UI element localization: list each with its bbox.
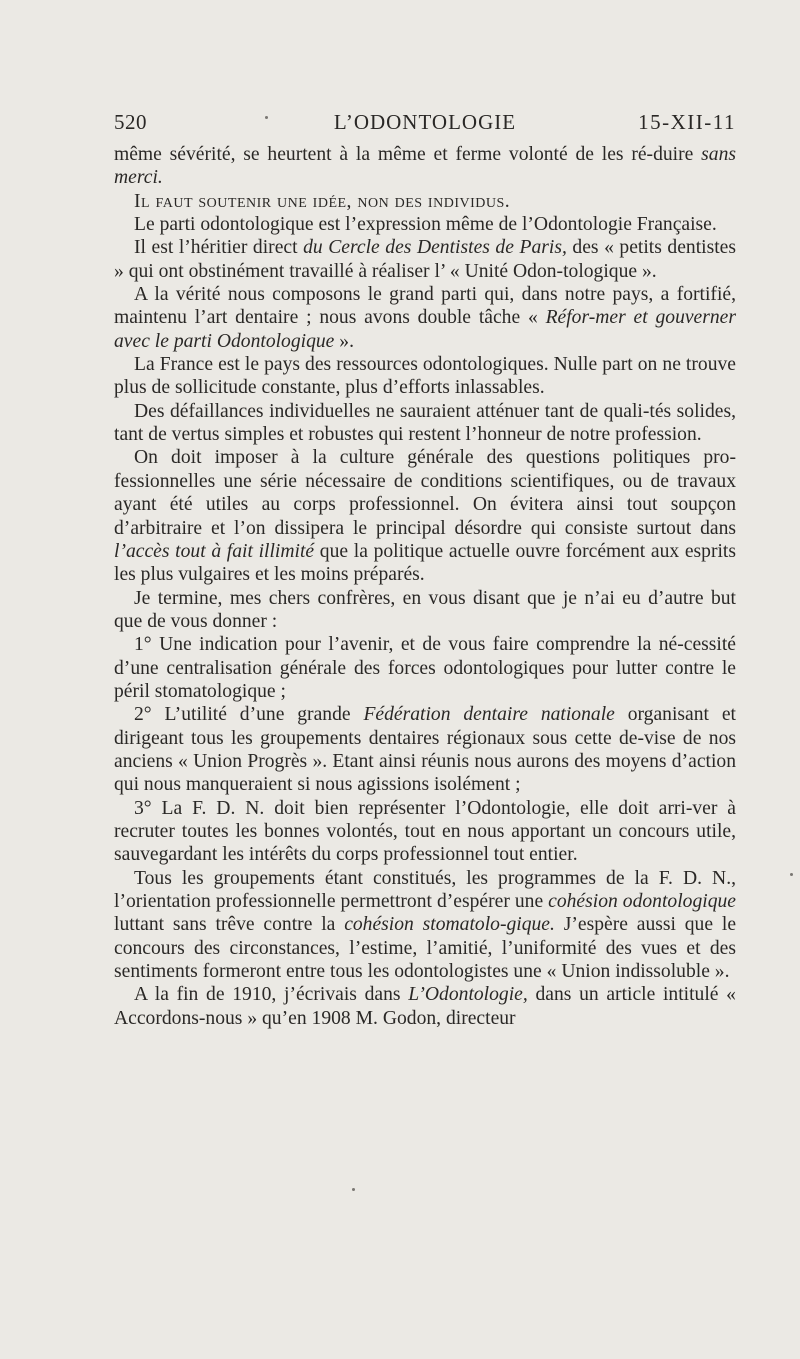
- paragraph: 1° Une indication pour l’avenir, et de vous faire comprendre la né-cessité d’une centralisation générale des forces odontologiques pour lutter contre le péril stomatologique ;: [114, 634, 736, 702]
- text-run: Il est l’héritier direct: [134, 237, 304, 259]
- journal-title: L’ODONTOLOGIE: [333, 110, 517, 134]
- text-run: 2° L’utilité d’une grande: [134, 704, 364, 726]
- text-run: J’espère aussi que le concours des circonstances, l’estime, l’amitié, l’uniformité des vues et des sentiments formeront entre tous les odontologistes une « Union indissoluble ».: [114, 914, 737, 983]
- italic-run: du Cercle des Dentistes de Paris,: [303, 237, 567, 259]
- paragraph: Je termine, mes chers confrères, en vous disant que je n’ai eu d’autre but que de vous donner :: [114, 587, 736, 632]
- text-run: ».: [334, 330, 354, 352]
- paper-speck: [790, 873, 793, 876]
- text-run: Tous les groupements étant constitués, les programmes de la F. D. N., l’orientation professionnelle permettront d’espérer une: [114, 867, 736, 912]
- body-text: [114, 143, 736, 1030]
- italic-run: l’accès tout à fait illimité: [114, 540, 315, 562]
- paragraph: [114, 446, 736, 586]
- paper-speck: [352, 1188, 355, 1191]
- paragraph: [114, 236, 736, 283]
- italic-run: sans merci.: [114, 144, 736, 189]
- text-run: même sévérité, se heurtent à la même et ferme volonté de les ré-duire: [114, 144, 702, 165]
- paragraph: [114, 867, 736, 984]
- text-run: luttant sans trêve contre la: [114, 914, 345, 936]
- italic-run: cohésion stomatolo-gique.: [344, 914, 555, 936]
- paragraph: [114, 983, 736, 1030]
- paragraph: Le parti odontologique est l’expression même de l’Odontologie Française.: [134, 214, 717, 236]
- italic-run: Fédération dentaire nationale: [363, 704, 615, 726]
- paragraph: Des défaillances individuelles ne sauraient atténuer tant de quali-tés solides, tant de vertus simples et robustes qui restent l’honneur de notre profession.: [114, 400, 736, 446]
- italic-run: L’Odontologie,: [408, 984, 528, 1006]
- text-run: On doit imposer à la culture générale des questions politiques pro-fessionnelles une série nécessaire de conditions scientifiques, ou de travaux ayant été utiles au corps professionnel. On évitera ainsi tout soupçon d’arbitraire et l’on dissipera le principal désordre qui consiste surtout dans: [114, 447, 736, 539]
- paragraph: [114, 190, 736, 213]
- italic-run: cohésion odontologique: [548, 891, 736, 912]
- text-run: que la politique actuelle ouvre forcément aux esprits les plus vulgaires et les moins préparés.: [114, 540, 736, 586]
- paragraph: [114, 283, 736, 353]
- paragraph: [114, 703, 736, 796]
- paper-speck: [265, 116, 268, 119]
- text-run: organisant et dirigeant tous les groupements dentaires régionaux sous cette de-vise de nos anciens « Union Progrès ». Etant ainsi réunis nous aurons des moyens d’action qui nous manqueraient si nous agissions isolément ;: [114, 704, 736, 796]
- page-number: 520: [114, 110, 147, 134]
- text-run: dans un article intitulé « Accordons-nous » qu’en 1908 M. Godon, directeur: [114, 984, 736, 1029]
- issue-date: 15-XII-11: [638, 110, 736, 134]
- running-header: [114, 110, 736, 140]
- small-caps-heading: Il faut soutenir une idée, non des individus.: [134, 190, 511, 212]
- text-run: A la vérité nous composons le grand parti qui, dans notre pays, a fortifié, maintenu l’art dentaire ; nous avons double tâche «: [114, 284, 736, 329]
- italic-run: Réfor-mer et gouverner avec le parti Odontologique: [114, 307, 737, 352]
- paragraph: La France est le pays des ressources odontologiques. Nulle part on ne trouve plus de sollicitude constante, plus d’efforts inlassables.: [114, 354, 736, 399]
- text-run: A la fin de 1910, j’écrivais dans: [134, 984, 409, 1006]
- paragraph: [114, 143, 736, 190]
- paragraph: 3° La F. D. N. doit bien représenter l’Odontologie, elle doit arri-ver à recruter toutes les bonnes volontés, tout en nous apportant un concours utile, sauvegardant les intérêts du corps professionnel tout entier.: [114, 797, 736, 866]
- text-run: des « petits dentistes » qui ont obstinément travaillé à réaliser l’ « Unité Odon-tologique ».: [114, 237, 736, 282]
